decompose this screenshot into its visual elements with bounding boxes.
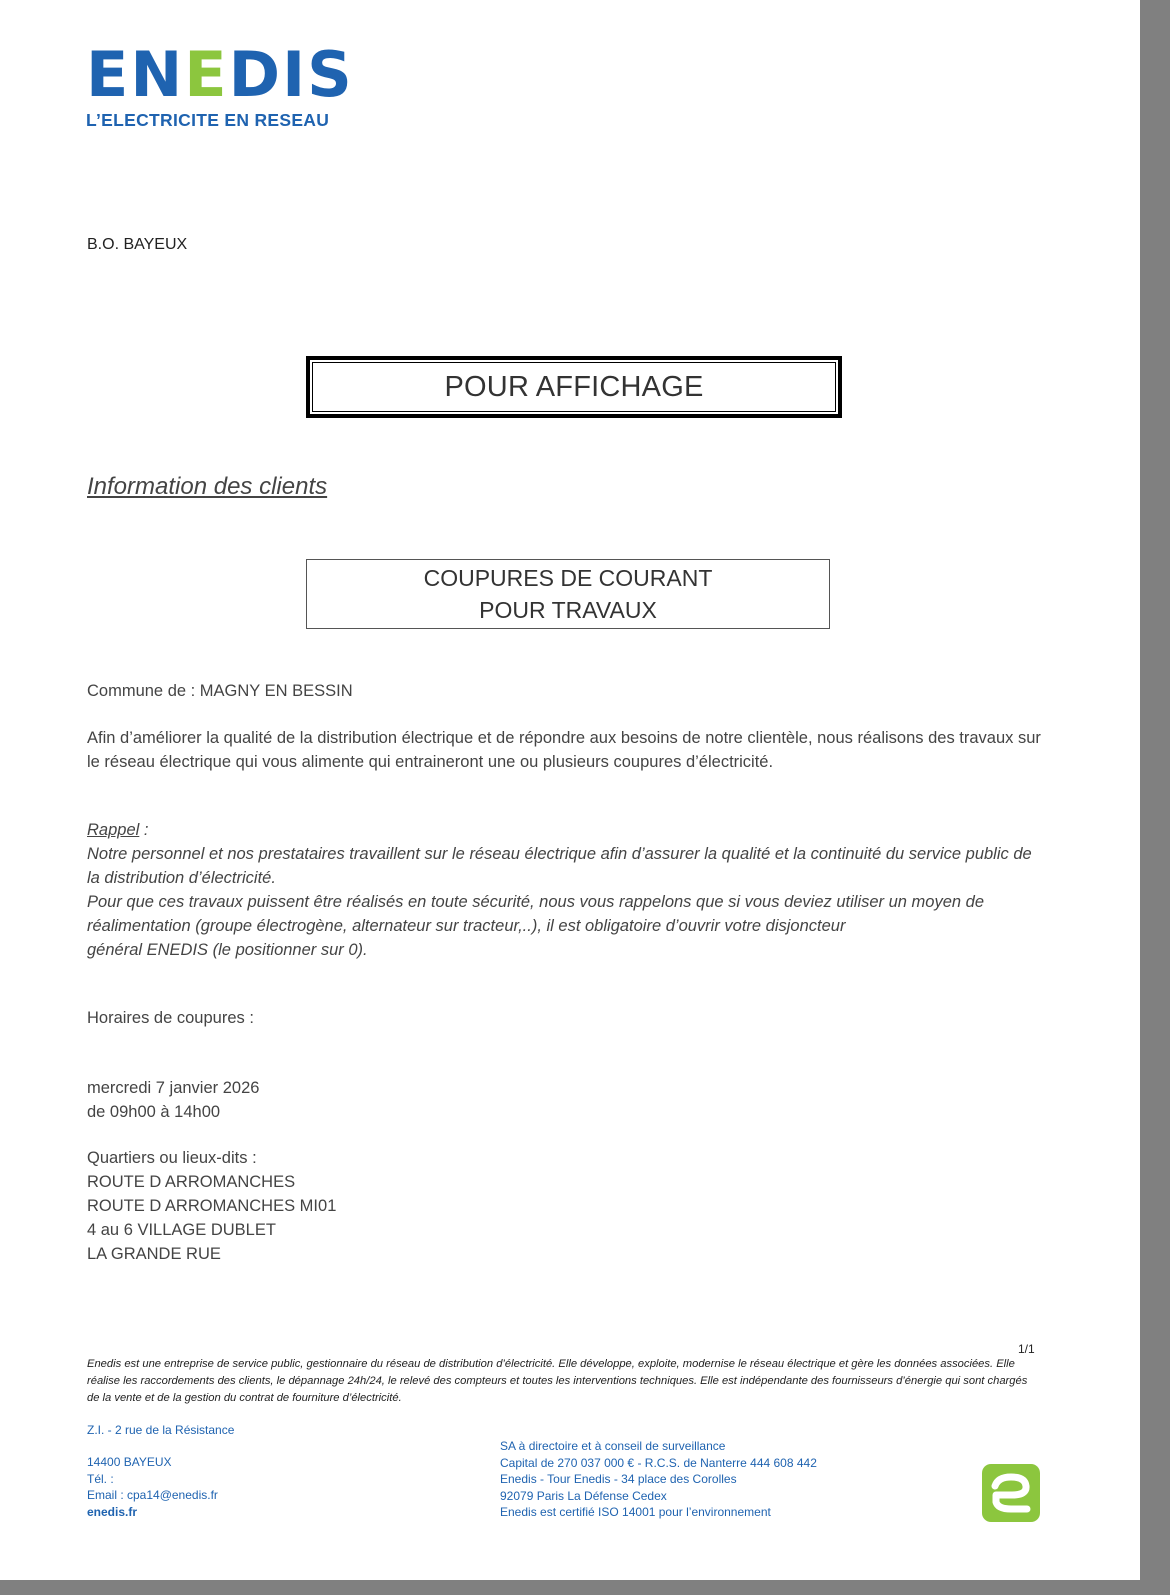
intro-text: Afin d’améliorer la qualité de la distribution électrique et de répondre aux besoins de notre clientèle, nous réalisons des travaux sur le réseau électrique qui vous alimente qui entraineront une ou plusieurs coupures d’électricité. (87, 729, 1041, 771)
address-street: Z.I. - 2 rue de la Résistance (87, 1423, 235, 1437)
enedis-logo-word: ENEDIS (86, 38, 354, 111)
address-tel: Tél. : (87, 1471, 114, 1486)
legal-notice: Enedis est une entreprise de service public, gestionnaire du réseau de distribution d’électricité. Elle développe, exploite, modernise le réseau électrique et gère les données associées. Elle réalise les raccordements des clients, le dépannage 24h/24, le relevé des compteurs et toutes les interventions techniques. Elle est indépendante des fournisseurs d’énergie qui sont chargés de la vente et de la gestion du contrat de fourniture d’électricité. (87, 1358, 1028, 1404)
website-link[interactable]: enedis.fr (87, 1504, 138, 1519)
corporate-line: SA à directoire et à conseil de surveillance (500, 1439, 726, 1453)
quartiers-list (87, 1146, 336, 1266)
address-block (87, 1454, 218, 1520)
address-email[interactable]: Email : cpa14@enedis.fr (87, 1488, 218, 1502)
list-item: 4 au 6 VILLAGE DUBLET (87, 1221, 276, 1239)
enedis-logo (86, 38, 354, 131)
corporate-info (500, 1438, 817, 1521)
quartiers-label: Quartiers ou lieux-dits : (87, 1149, 257, 1167)
rappel-para1: Notre personnel et nos prestataires travaillent sur le réseau électrique afin d’assurer la qualité et la continuité du service public de la distribution d’électricité. (87, 845, 1032, 887)
schedule (87, 1076, 259, 1124)
coupures-box (306, 559, 830, 629)
corporate-line: 92079 Paris La Défense Cedex (500, 1488, 667, 1503)
schedule-hours: de 09h00 à 14h00 (87, 1103, 221, 1121)
rappel-section (87, 818, 1047, 962)
coupures-line1: COUPURES DE COURANT (423, 565, 713, 591)
rappel-label: Rappel (87, 821, 140, 839)
list-item: ROUTE D ARROMANCHES MI01 (87, 1197, 337, 1215)
corporate-line: Enedis - Tour Enedis - 34 place des Corolles (500, 1472, 737, 1486)
affichage-box (306, 356, 842, 418)
affichage-title: POUR AFFICHAGE (312, 362, 836, 412)
corporate-line: Capital de 270 037 000 € - R.C.S. de Nanterre 444 608 442 (500, 1455, 817, 1470)
coupures-line2: POUR TRAVAUX (479, 597, 657, 623)
rappel-para2-line2: général ENEDIS (le positionner sur 0). (87, 941, 368, 959)
rappel-heading: Rappel : (87, 821, 149, 839)
sender-office: B.O. BAYEUX (87, 236, 188, 253)
commune: Commune de : MAGNY EN BESSIN (87, 682, 353, 700)
list-item: LA GRANDE RUE (87, 1245, 221, 1263)
list-item: ROUTE D ARROMANCHES (87, 1173, 296, 1191)
logo-tagline: L’ELECTRICITE EN RESEAU (86, 110, 330, 130)
info-title: Information des clients (87, 473, 328, 500)
corporate-line: Enedis est certifié ISO 14001 pour l’environnement (500, 1505, 771, 1519)
page-number: 1/1 (1018, 1342, 1035, 1356)
schedule-date: mercredi 7 janvier 2026 (87, 1079, 260, 1097)
enedis-e-icon (982, 1464, 1040, 1522)
rappel-para2-line1: Pour que ces travaux puissent être réalisés en toute sécurité, nous vous rappelons que si vous deviez utiliser un moyen de réalimentation (groupe électrogène, alternateur sur tracteur,..), il est obligatoire d’ouvrir votre disjoncteur (87, 893, 985, 935)
horaires-label: Horaires de coupures : (87, 1009, 254, 1027)
address-city: 14400 BAYEUX (87, 1455, 172, 1469)
